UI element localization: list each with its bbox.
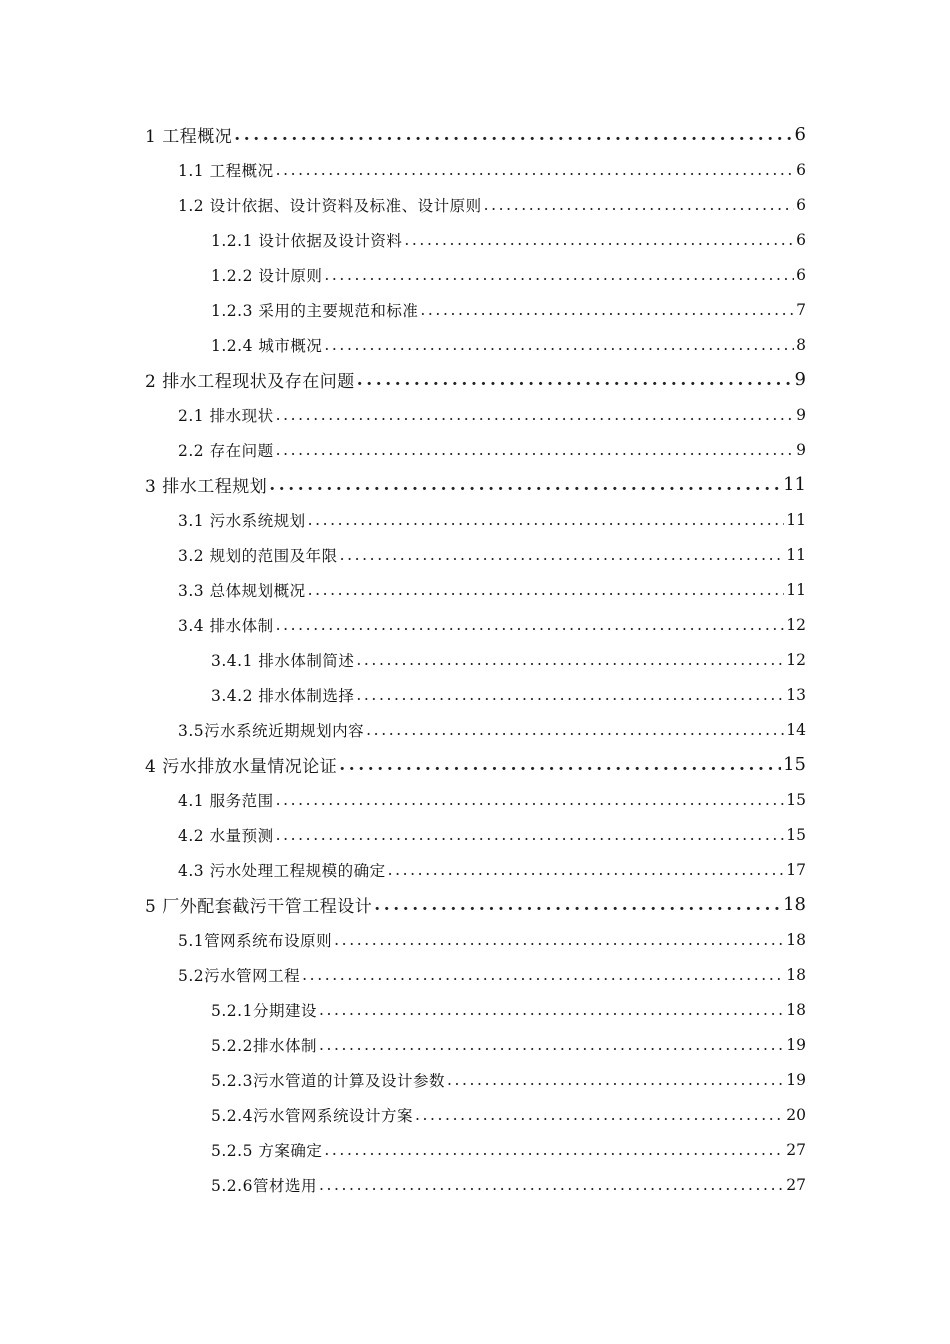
toc-page-number: 6 bbox=[794, 124, 806, 145]
dot-leader bbox=[319, 1036, 784, 1054]
toc-entry[interactable] bbox=[0, 642, 950, 677]
toc-page-number: 15 bbox=[786, 790, 806, 809]
toc-entry-title: 5.2.6管材选用 bbox=[211, 1176, 317, 1195]
dot-leader bbox=[366, 721, 784, 739]
toc-entry-title: 3 排水工程规划 bbox=[145, 477, 268, 497]
toc-entry[interactable] bbox=[0, 782, 950, 817]
dot-leader bbox=[302, 966, 784, 984]
toc-entry[interactable] bbox=[0, 1062, 950, 1097]
toc-page-number: 9 bbox=[794, 369, 806, 390]
toc-entry[interactable] bbox=[0, 607, 950, 642]
toc-page-number: 7 bbox=[796, 300, 806, 319]
toc-entry-title: 5.2.3污水管道的计算及设计参数 bbox=[211, 1071, 445, 1090]
dot-leader bbox=[276, 791, 785, 809]
dot-leader bbox=[324, 336, 794, 354]
toc-page-number: 6 bbox=[796, 195, 806, 214]
dot-leader bbox=[276, 441, 795, 459]
toc-entry[interactable] bbox=[0, 327, 950, 362]
toc-page-number: 15 bbox=[786, 825, 806, 844]
toc-entry-title: 4.2 水量预测 bbox=[178, 826, 274, 845]
toc-entry-title: 5.2污水管网工程 bbox=[178, 966, 301, 985]
dot-leader bbox=[415, 1106, 784, 1124]
toc-entry-title: 5 厂外配套截污干管工程设计 bbox=[145, 897, 373, 917]
toc-entry[interactable] bbox=[0, 537, 950, 572]
toc-entry-title: 1.2.2 设计原则 bbox=[211, 266, 323, 285]
toc-entry-title: 3.4.1 排水体制简述 bbox=[211, 651, 355, 670]
dot-leader bbox=[276, 161, 795, 179]
toc-page-number: 17 bbox=[786, 860, 806, 879]
dot-leader bbox=[276, 406, 795, 424]
toc-page-number: 27 bbox=[786, 1140, 806, 1159]
table-of-contents bbox=[0, 117, 950, 1202]
dot-leader bbox=[308, 581, 785, 599]
toc-entry[interactable] bbox=[0, 957, 950, 992]
toc-page-number: 9 bbox=[796, 405, 806, 424]
dot-leader bbox=[308, 511, 785, 529]
toc-entry-title: 1.2.3 采用的主要规范和标准 bbox=[211, 301, 419, 320]
toc-entry-title: 3.4 排水体制 bbox=[178, 616, 274, 635]
toc-entry[interactable] bbox=[0, 187, 950, 222]
dot-leader bbox=[447, 1071, 784, 1089]
toc-page-number: 18 bbox=[786, 965, 806, 984]
dot-leader bbox=[356, 686, 784, 704]
toc-entry[interactable] bbox=[0, 432, 950, 467]
toc-entry[interactable] bbox=[0, 222, 950, 257]
toc-entry[interactable] bbox=[0, 467, 950, 502]
toc-page-number: 27 bbox=[786, 1175, 806, 1194]
toc-page-number: 19 bbox=[786, 1035, 806, 1054]
toc-entry[interactable] bbox=[0, 922, 950, 957]
toc-entry-title: 3.4.2 排水体制选择 bbox=[211, 686, 355, 705]
dot-leader bbox=[269, 475, 781, 495]
toc-page-number: 19 bbox=[786, 1070, 806, 1089]
toc-entry[interactable] bbox=[0, 817, 950, 852]
toc-entry-title: 5.2.2排水体制 bbox=[211, 1036, 317, 1055]
dot-leader bbox=[276, 826, 785, 844]
toc-page-number: 11 bbox=[786, 580, 806, 599]
toc-page-number: 18 bbox=[783, 894, 806, 915]
toc-entry[interactable] bbox=[0, 257, 950, 292]
toc-entry[interactable] bbox=[0, 1097, 950, 1132]
dot-leader bbox=[324, 266, 794, 284]
toc-entry[interactable] bbox=[0, 712, 950, 747]
toc-page-number: 11 bbox=[786, 545, 806, 564]
toc-entry[interactable] bbox=[0, 1132, 950, 1167]
toc-entry[interactable] bbox=[0, 677, 950, 712]
toc-entry[interactable] bbox=[0, 152, 950, 187]
toc-page-number: 14 bbox=[786, 720, 806, 739]
toc-entry[interactable] bbox=[0, 852, 950, 887]
dot-leader bbox=[420, 301, 794, 319]
toc-page-number: 18 bbox=[786, 1000, 806, 1019]
toc-entry[interactable] bbox=[0, 502, 950, 537]
toc-page-number: 18 bbox=[786, 930, 806, 949]
toc-entry-title: 4.1 服务范围 bbox=[178, 791, 274, 810]
toc-entry-title: 3.3 总体规划概况 bbox=[178, 581, 306, 600]
toc-entry-title: 3.5污水系统近期规划内容 bbox=[178, 721, 365, 740]
toc-entry-title: 3.2 规划的范围及年限 bbox=[178, 546, 338, 565]
dot-leader bbox=[319, 1176, 784, 1194]
dot-leader bbox=[374, 895, 781, 915]
toc-entry-title: 2 排水工程现状及存在问题 bbox=[145, 372, 355, 392]
toc-page-number: 13 bbox=[786, 685, 806, 704]
toc-entry[interactable] bbox=[0, 117, 950, 152]
toc-entry[interactable] bbox=[0, 1027, 950, 1062]
toc-page-number: 11 bbox=[783, 474, 806, 495]
toc-entry-title: 2.2 存在问题 bbox=[178, 441, 274, 460]
toc-entry[interactable] bbox=[0, 1167, 950, 1202]
toc-page-number: 11 bbox=[786, 510, 806, 529]
toc-entry[interactable] bbox=[0, 362, 950, 397]
dot-leader bbox=[340, 546, 785, 564]
toc-entry-title: 5.1管网系统布设原则 bbox=[178, 931, 333, 950]
dot-leader bbox=[404, 231, 794, 249]
toc-entry-title: 5.2.4污水管网系统设计方案 bbox=[211, 1106, 413, 1125]
toc-entry[interactable] bbox=[0, 572, 950, 607]
toc-page-number: 8 bbox=[796, 335, 806, 354]
toc-entry-title: 1 工程概况 bbox=[145, 127, 233, 147]
toc-entry[interactable] bbox=[0, 887, 950, 922]
toc-entry-title: 1.1 工程概况 bbox=[178, 161, 274, 180]
toc-page-number: 12 bbox=[786, 615, 806, 634]
toc-page-number: 6 bbox=[796, 230, 806, 249]
toc-page-number: 20 bbox=[786, 1105, 806, 1124]
toc-entry[interactable] bbox=[0, 397, 950, 432]
toc-entry-title: 5.2.1分期建设 bbox=[211, 1001, 317, 1020]
toc-page-number: 12 bbox=[786, 650, 806, 669]
toc-page-number: 6 bbox=[796, 160, 806, 179]
toc-page-number: 6 bbox=[796, 265, 806, 284]
toc-entry-title: 5.2.5 方案确定 bbox=[211, 1141, 323, 1160]
toc-entry[interactable] bbox=[0, 747, 950, 782]
toc-entry-title: 3.1 污水系统规划 bbox=[178, 511, 306, 530]
dot-leader bbox=[388, 861, 785, 879]
dot-leader bbox=[319, 1001, 784, 1019]
dot-leader bbox=[234, 125, 792, 145]
toc-entry-title: 1.2.4 城市概况 bbox=[211, 336, 323, 355]
toc-entry-title: 1.2.1 设计依据及设计资料 bbox=[211, 231, 403, 250]
toc-page-number: 9 bbox=[796, 440, 806, 459]
toc-page-number: 15 bbox=[783, 754, 806, 775]
dot-leader bbox=[339, 755, 781, 775]
toc-entry-title: 4.3 污水处理工程规模的确定 bbox=[178, 861, 386, 880]
dot-leader bbox=[356, 651, 784, 669]
dot-leader bbox=[276, 616, 785, 634]
toc-entry[interactable] bbox=[0, 992, 950, 1027]
dot-leader bbox=[357, 370, 793, 390]
toc-entry-title: 2.1 排水现状 bbox=[178, 406, 274, 425]
dot-leader bbox=[324, 1141, 784, 1159]
toc-entry-title: 1.2 设计依据、设计资料及标准、设计原则 bbox=[178, 196, 482, 215]
toc-entry-title: 4 污水排放水量情况论证 bbox=[145, 757, 338, 777]
dot-leader bbox=[484, 196, 795, 214]
dot-leader bbox=[334, 931, 784, 949]
toc-entry[interactable] bbox=[0, 292, 950, 327]
